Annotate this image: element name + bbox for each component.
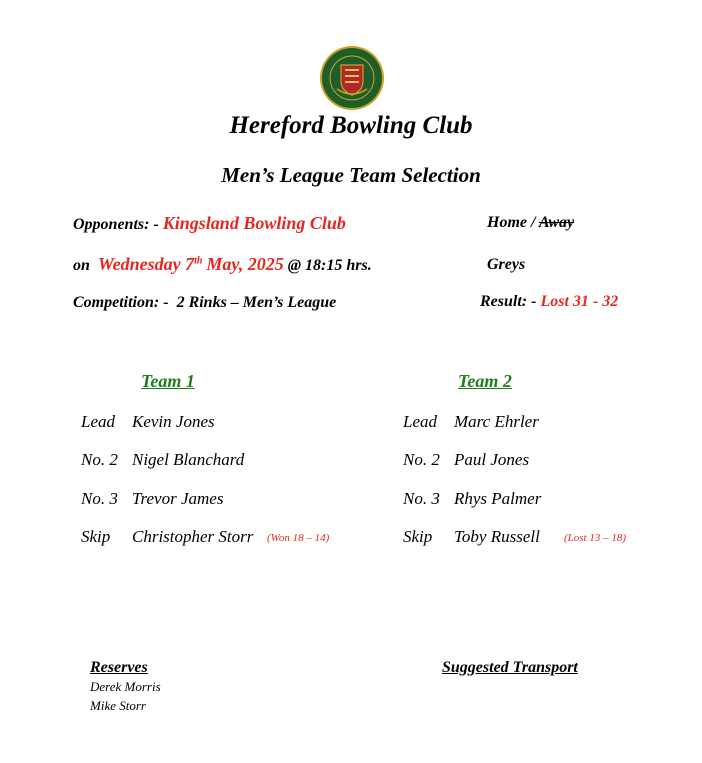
team-1-position: Skip	[81, 527, 111, 546]
competition-label: Competition: -	[73, 294, 169, 311]
result-label: Result: -	[480, 293, 537, 310]
reserve-name: Mike Storr	[90, 698, 146, 713]
team-1-player-name: Nigel Blanchard	[132, 450, 245, 469]
club-crest-logo	[319, 45, 385, 111]
date-ordinal: th	[194, 255, 203, 267]
date-line	[73, 254, 372, 275]
page-subtitle: Men’s League Team Selection	[221, 163, 481, 187]
team-1-position: No. 3	[81, 489, 118, 508]
competition-value: 2 Rinks – Men’s League	[176, 294, 337, 311]
team-2-position: Lead	[403, 412, 437, 431]
venue-separator: /	[527, 214, 539, 231]
date-weekday-day: Wednesday 7	[97, 254, 195, 274]
opponents-label: Opponents: -	[73, 216, 159, 233]
team-1-heading: Team 1	[141, 371, 195, 391]
team-2-heading: Team 2	[458, 371, 512, 391]
team-2-rink-result: (Lost 13 – 18)	[564, 532, 627, 544]
venue	[487, 214, 574, 232]
team-1-player-name: Kevin Jones	[132, 412, 215, 431]
venue-home: Home	[487, 214, 527, 231]
team-1-rink-result: (Won 18 – 14)	[267, 532, 330, 544]
date-time: @ 18:15 hrs.	[287, 257, 372, 274]
team-2-player-name: Toby Russell	[454, 527, 540, 546]
team-2-player-name: Marc Ehrler	[454, 412, 539, 431]
team-1-player-name: Christopher Storr	[132, 527, 254, 546]
team-1-position: No. 2	[81, 450, 118, 469]
team-2-player-name: Rhys Palmer	[454, 489, 542, 508]
team-2-position: Skip	[403, 527, 433, 546]
opponents-name: Kingsland Bowling Club	[162, 213, 346, 233]
team-2-player-name: Paul Jones	[454, 450, 530, 469]
date-month-year: May, 2025	[206, 254, 284, 274]
date-prefix: on	[73, 257, 90, 274]
transport-heading: Suggested Transport	[442, 659, 578, 676]
reserve-name: Derek Morris	[90, 679, 161, 694]
competition-line	[73, 294, 336, 312]
result-line	[480, 293, 618, 311]
result-value: Lost 31 - 32	[540, 293, 619, 310]
colours-worn: Greys	[487, 256, 526, 273]
team-2-position: No. 3	[403, 489, 440, 508]
opponents-line	[73, 213, 346, 234]
venue-away: Away	[538, 214, 575, 231]
team-1-position: Lead	[81, 412, 115, 431]
reserves-heading: Reserves	[90, 659, 148, 676]
team-2-position: No. 2	[403, 450, 440, 469]
team-1-player-name: Trevor James	[132, 489, 224, 508]
club-title: Hereford Bowling Club	[229, 112, 473, 139]
